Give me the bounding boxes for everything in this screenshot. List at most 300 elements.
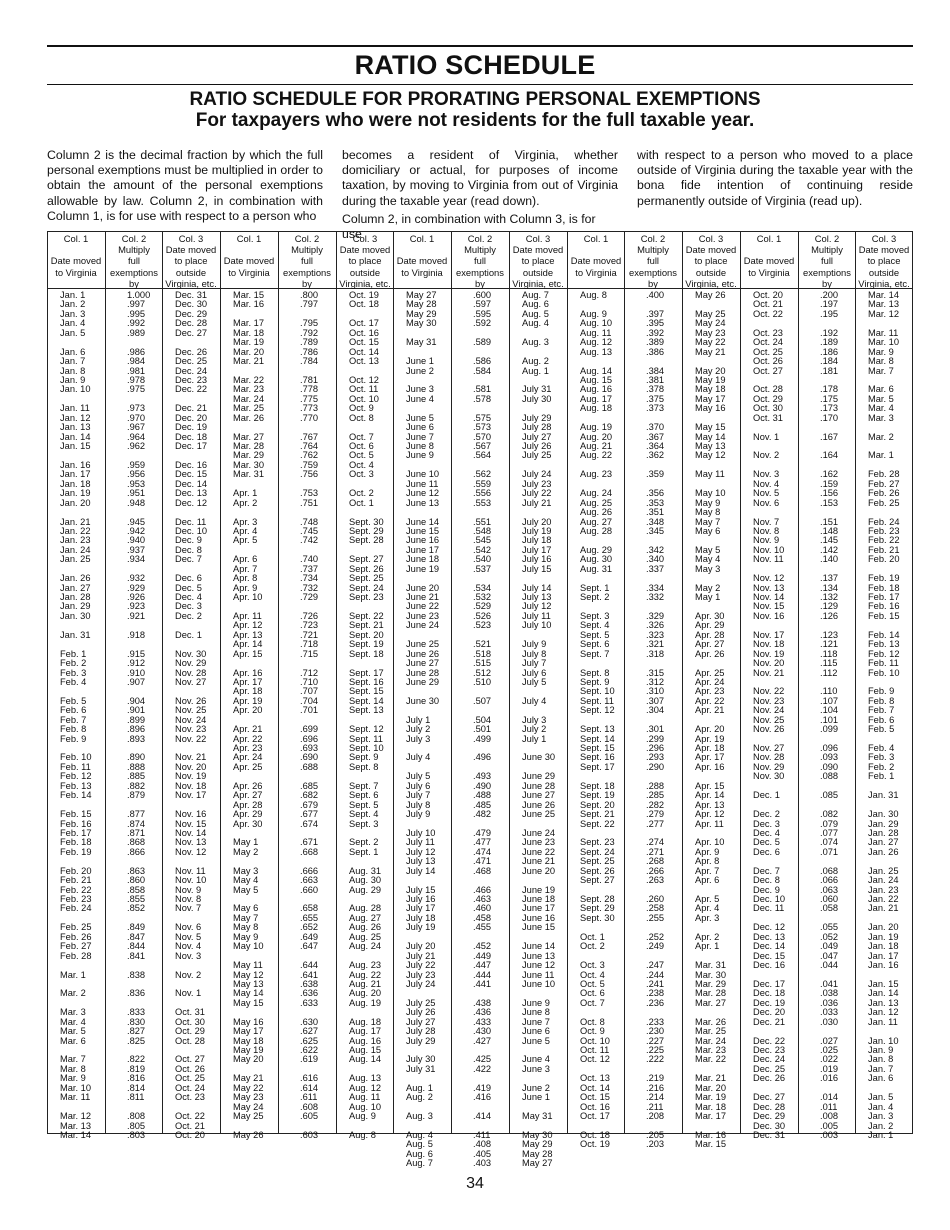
table-cell: Jan. 9	[60, 374, 86, 385]
table-cell: Nov. 9	[175, 884, 202, 895]
header-col2	[798, 233, 856, 288]
table-cell: June 22	[406, 601, 440, 612]
table-cell: .934	[127, 554, 146, 565]
table-cell: .551	[473, 516, 492, 527]
table-cell: .942	[127, 525, 146, 536]
table-cell: Mar. 5	[868, 393, 894, 404]
table-cell: .362	[646, 450, 665, 461]
table-cell: .827	[127, 1026, 146, 1037]
table-cell: May 15	[695, 422, 726, 433]
table-cell: Sept. 27	[580, 875, 615, 886]
table-cell: June 19	[406, 563, 440, 574]
table-cell: .962	[127, 441, 146, 451]
table-cell: Sept. 15	[580, 743, 615, 753]
table-cell: Dec. 23	[753, 1045, 786, 1055]
table-cell: Dec. 28	[175, 318, 208, 329]
table-cell: Dec. 29	[175, 308, 208, 319]
table-cell: Nov. 1	[175, 988, 202, 999]
table-cell: July 10	[522, 620, 552, 631]
table-cell: Nov. 19	[175, 771, 207, 782]
table-cell: June 20	[522, 865, 556, 876]
table-cell: .063	[820, 884, 839, 895]
table-cell: .258	[646, 903, 665, 914]
table-cell: .879	[127, 790, 146, 801]
table-cell: May 12	[695, 450, 726, 461]
table-cell: June 12	[522, 960, 556, 971]
table-cell: .532	[473, 592, 492, 602]
table-cell: .710	[300, 676, 319, 687]
table-cell: Mar. 16	[695, 1129, 727, 1140]
table-cell: Jan. 29	[60, 601, 91, 612]
table-cell: May 2	[233, 846, 259, 857]
header-line: Col. 2	[121, 233, 147, 244]
header-line: by	[475, 277, 485, 289]
table-cell: Feb. 3	[868, 752, 895, 763]
table-cell: Dec. 22	[175, 384, 208, 395]
table-cell: Feb. 22	[868, 535, 900, 546]
table-cell: Dec. 8	[175, 544, 202, 555]
table-cell: Apr. 30	[695, 610, 725, 621]
table-cell: Jan. 18	[868, 941, 899, 952]
table-cell: Sept. 13	[580, 724, 615, 735]
column-4-col2	[646, 291, 664, 1150]
table-cell: Nov. 27	[753, 743, 785, 753]
table-cell: Aug. 6	[406, 1148, 433, 1159]
table-cell: .951	[127, 488, 146, 499]
header-line: Multiply	[291, 244, 323, 256]
table-cell: .090	[820, 761, 839, 772]
table-cell: Mar. 17	[695, 1111, 727, 1122]
table-cell: .816	[127, 1073, 146, 1084]
table-cell: .975	[127, 384, 146, 395]
table-cell: May 5	[233, 884, 259, 895]
table-cell: Nov. 26	[175, 695, 207, 706]
table-cell: July 17	[406, 903, 436, 914]
header-line: exemptions	[456, 266, 504, 278]
table-cell: Oct. 9	[580, 1026, 605, 1037]
table-cell: Sept. 10	[349, 743, 384, 753]
table-cell: .726	[300, 610, 319, 621]
table-cell: May 8	[695, 507, 721, 518]
table-cell: .115	[820, 658, 838, 669]
table-cell: Apr. 2	[233, 497, 258, 508]
table-cell: Nov. 18	[175, 780, 207, 791]
table-cell: May 22	[695, 337, 726, 348]
table-cell: .833	[127, 1007, 146, 1018]
table-cell: Oct. 25	[175, 1073, 205, 1084]
table-cell: Mar. 8	[868, 356, 894, 367]
table-cell: .614	[300, 1082, 319, 1093]
table-cell: June 28	[522, 780, 556, 791]
table-cell: Apr. 14	[695, 790, 725, 801]
table-cell: Feb. 4	[60, 676, 87, 687]
table-cell: May 29	[522, 1139, 553, 1150]
table-cell: Jan. 28	[60, 592, 91, 602]
table-cell: .386	[646, 346, 665, 357]
table-cell: .526	[473, 610, 492, 621]
table-cell: May 9	[695, 497, 721, 508]
table-cell: Mar. 19	[233, 337, 265, 348]
header-col2	[624, 233, 682, 288]
table-cell: 1.000	[127, 290, 151, 300]
header-line: full	[301, 255, 313, 267]
table-cell: Jan. 23	[868, 884, 899, 895]
table-cell: .822	[127, 1054, 146, 1065]
table-cell: .463	[473, 894, 492, 904]
table-cell: .419	[473, 1082, 492, 1093]
table-cell: Mar. 24	[695, 1035, 727, 1046]
table-cell: June 23	[406, 610, 440, 621]
table-cell: .479	[473, 827, 492, 838]
table-cell: Oct. 1	[349, 497, 374, 508]
table-cell: .066	[820, 875, 839, 886]
table-cell: May 24	[233, 1101, 264, 1112]
table-cell: .274	[646, 837, 665, 848]
table-cell: .214	[646, 1092, 665, 1103]
table-cell: .153	[820, 497, 839, 508]
table-cell: Sept. 16	[349, 676, 384, 687]
table-cell: July 29	[522, 412, 552, 423]
table-cell: .740	[300, 554, 319, 565]
table-cell: Jan. 21	[868, 903, 899, 914]
table-cell: Mar. 25	[233, 403, 265, 414]
table-cell: .932	[127, 573, 146, 584]
table-cell: .688	[300, 761, 319, 772]
table-cell: Dec. 5	[175, 582, 202, 593]
table-cell: Nov. 12	[175, 846, 207, 857]
table-cell: .101	[820, 714, 839, 725]
table-cell: Nov. 17	[175, 790, 207, 801]
table-cell: June 11	[522, 969, 555, 980]
table-cell: Feb. 13	[60, 780, 92, 791]
table-cell: Oct. 2	[349, 488, 374, 499]
table-cell: Feb. 2	[60, 658, 87, 669]
table-cell: Sept. 26	[349, 563, 384, 574]
table-cell: Dec. 13	[175, 488, 208, 499]
header-line: full	[821, 255, 833, 267]
table-cell: Apr. 18	[695, 743, 725, 753]
table-cell: Dec. 15	[175, 469, 208, 480]
table-cell: Feb. 18	[60, 837, 92, 848]
column-divider	[855, 232, 856, 1133]
table-cell: June 26	[522, 799, 556, 810]
table-cell: Jan. 8	[868, 1054, 894, 1065]
table-cell: .778	[300, 384, 319, 395]
header-line: Virginia, etc.	[858, 277, 910, 289]
ratio-table	[47, 231, 913, 1169]
table-cell: Apr. 16	[695, 761, 725, 772]
table-cell: Oct. 18	[580, 1129, 610, 1140]
table-cell: .381	[646, 374, 665, 385]
table-cell: .208	[646, 1111, 665, 1122]
table-cell: Feb. 23	[60, 894, 92, 904]
table-cell: July 15	[406, 884, 436, 895]
table-cell: .482	[473, 809, 492, 820]
table-cell: Nov. 21	[753, 667, 785, 678]
table-cell: Mar. 11	[868, 327, 899, 338]
table-cell: .255	[646, 912, 665, 923]
table-cell: May 30	[406, 318, 437, 329]
table-cell: Mar. 31	[233, 469, 265, 480]
table-cell: Apr. 5	[695, 894, 720, 904]
table-cell: .521	[473, 639, 492, 650]
table-cell: .573	[473, 422, 492, 433]
table-cell: Mar. 15	[233, 290, 265, 300]
header-line: full	[474, 255, 486, 267]
table-cell: .189	[820, 337, 839, 348]
table-cell: .584	[473, 365, 492, 376]
table-cell: .008	[820, 1111, 839, 1122]
table-cell: July 27	[522, 431, 552, 442]
table-cell: July 11	[406, 837, 435, 848]
table-cell: .841	[127, 950, 146, 961]
table-cell: .099	[820, 724, 839, 735]
table-cell: Oct. 30	[175, 1016, 205, 1027]
table-cell: July 19	[522, 525, 552, 536]
table-cell: Dec. 25	[175, 356, 208, 367]
table-cell: July 21	[406, 950, 436, 961]
table-cell: Oct. 4	[580, 969, 605, 980]
header-line: outside	[868, 266, 900, 278]
table-cell: Feb. 27	[60, 941, 92, 952]
table-cell: Feb. 5	[868, 724, 895, 735]
table-cell: Jan. 12	[868, 1007, 899, 1018]
table-cell: .186	[820, 346, 839, 357]
table-cell: Mar. 28	[233, 441, 265, 451]
table-cell: Nov. 1	[753, 431, 780, 442]
table-cell: .299	[646, 733, 665, 744]
table-cell: Feb. 14	[868, 629, 900, 640]
table-cell: July 20	[406, 941, 436, 952]
table-cell: June 27	[522, 790, 556, 801]
table-cell: .027	[820, 1035, 839, 1046]
table-cell: Dec. 30	[753, 1120, 786, 1131]
table-cell: .145	[820, 535, 839, 546]
table-cell: Jan. 5	[868, 1092, 894, 1103]
table-cell: Dec. 14	[753, 941, 786, 952]
table-cell: July 3	[406, 733, 431, 744]
table-cell: June 6	[522, 1026, 550, 1037]
table-cell: Feb. 27	[868, 478, 900, 489]
table-cell: Oct. 22	[175, 1111, 205, 1122]
table-cell: .096	[820, 743, 839, 753]
table-cell: .915	[127, 648, 146, 659]
table-cell: May 18	[233, 1035, 264, 1046]
table-cell: Aug. 5	[522, 308, 549, 319]
table-cell: Nov. 15	[175, 818, 207, 829]
table-cell: .973	[127, 403, 146, 414]
table-cell: Feb. 3	[60, 667, 87, 678]
table-cell: Mar. 13	[868, 299, 900, 310]
table-cell: June 13	[522, 950, 556, 961]
table-cell: Jan. 29	[868, 818, 899, 829]
table-cell: May 14	[233, 988, 264, 999]
table-cell: .847	[127, 931, 146, 942]
table-cell: .704	[300, 695, 319, 706]
table-cell: .222	[646, 1054, 665, 1065]
table-cell: June 29	[406, 676, 440, 687]
table-cell: Feb. 26	[60, 931, 92, 942]
table-cell: Oct. 27	[753, 365, 783, 376]
table-cell: June 2	[406, 365, 434, 376]
table-cell: Jan. 14	[868, 988, 899, 999]
table-cell: Apr. 29	[695, 620, 725, 631]
table-cell: .890	[127, 752, 146, 763]
table-cell: Dec. 16	[753, 960, 786, 971]
table-cell: .630	[300, 1016, 319, 1027]
table-cell: Mar. 24	[233, 393, 265, 404]
table-cell: Mar. 26	[233, 412, 265, 423]
header-line: to Virginia	[575, 266, 617, 278]
table-cell: Oct. 25	[753, 346, 783, 357]
table-cell: .647	[300, 941, 319, 952]
table-cell: .121	[820, 639, 839, 650]
table-cell: Nov. 20	[753, 658, 785, 669]
table-cell: Dec. 27	[753, 1092, 786, 1103]
table-cell: .781	[300, 374, 319, 385]
table-cell: Apr. 25	[695, 667, 725, 678]
column-2-col1	[233, 291, 264, 1140]
table-cell: Jan. 22	[60, 525, 91, 536]
table-cell: .795	[300, 318, 319, 329]
table-cell: July 26	[406, 1007, 436, 1018]
page-title: RATIO SCHEDULE	[354, 50, 596, 80]
table-cell: .910	[127, 667, 146, 678]
table-cell: .773	[300, 403, 319, 414]
table-cell: Apr. 3	[233, 516, 258, 527]
table-cell: .030	[820, 1016, 839, 1027]
table-cell: Feb. 20	[868, 554, 900, 565]
table-cell: Nov. 26	[753, 724, 785, 735]
table-cell: .619	[300, 1054, 319, 1065]
table-cell: .044	[820, 960, 839, 971]
table-cell: Nov. 12	[753, 573, 785, 584]
table-cell: .699	[300, 724, 319, 735]
header-line: exemptions	[283, 266, 331, 278]
table-cell: Aug. 4	[406, 1129, 433, 1140]
table-cell: Aug. 18	[580, 403, 613, 414]
table-cell: Dec. 30	[175, 299, 208, 310]
table-cell: .677	[300, 809, 319, 820]
column-divider	[336, 232, 337, 1133]
table-cell: .548	[473, 525, 492, 536]
table-cell: Nov. 29	[753, 761, 785, 772]
table-cell: Nov. 15	[753, 601, 785, 612]
table-cell: .542	[473, 544, 492, 555]
table-cell: June 20	[406, 582, 440, 593]
table-cell: Mar. 17	[233, 318, 265, 329]
table-cell: June 19	[522, 884, 556, 895]
table-cell: .663	[300, 875, 319, 886]
table-cell: Oct. 18	[349, 299, 379, 310]
table-cell: Jan. 17	[60, 469, 91, 480]
table-cell: June 8	[522, 1007, 550, 1018]
table-cell: May 1	[695, 592, 721, 602]
table-cell: Mar. 7	[60, 1054, 86, 1065]
table-cell: Sept. 9	[349, 752, 379, 763]
table-cell: .200	[820, 290, 839, 300]
table-cell: Nov. 10	[753, 544, 785, 555]
table-cell: Oct. 4	[349, 459, 374, 470]
table-cell: Oct. 26	[753, 356, 783, 367]
table-cell: .474	[473, 846, 492, 857]
table-cell: .241	[646, 978, 665, 989]
table-cell: Feb. 12	[60, 771, 92, 782]
table-cell: .597	[473, 299, 492, 310]
table-cell: .471	[473, 856, 492, 867]
table-cell: Aug. 17	[580, 393, 613, 404]
table-cell: .203	[646, 1139, 665, 1150]
table-cell: .345	[646, 525, 665, 536]
table-cell: Dec. 6	[175, 573, 202, 584]
table-cell: Dec. 31	[175, 290, 208, 300]
table-cell: .775	[300, 393, 319, 404]
table-cell: Apr. 4	[233, 525, 258, 536]
table-cell: May 11	[233, 960, 263, 971]
table-cell: July 31	[522, 384, 552, 395]
table-cell: .912	[127, 658, 146, 669]
header-line: to place	[694, 255, 728, 267]
table-cell: .899	[127, 714, 146, 725]
header-line: Virginia, etc.	[339, 277, 391, 289]
table-cell: .466	[473, 884, 492, 895]
table-cell: Aug. 23	[580, 469, 613, 480]
table-cell: Feb. 21	[868, 544, 900, 555]
table-cell: .060	[820, 894, 839, 904]
table-cell: May 9	[233, 931, 259, 942]
table-cell: June 15	[522, 922, 556, 933]
table-cell: .332	[646, 592, 665, 602]
table-cell: Dec. 14	[175, 478, 208, 489]
header-line: Date moved	[685, 244, 737, 256]
table-cell: .348	[646, 516, 665, 527]
table-cell: Feb. 28	[868, 469, 900, 480]
header-line: Date moved	[512, 244, 564, 256]
table-cell: Apr. 24	[695, 676, 725, 687]
table-cell: Mar. 27	[695, 997, 727, 1008]
table-cell: Aug. 12	[349, 1082, 382, 1093]
table-cell: Nov. 11	[175, 865, 206, 876]
table-cell: Sept. 11	[349, 733, 383, 744]
table-cell: Apr. 5	[233, 535, 258, 546]
header-line: Date moved	[858, 244, 910, 256]
table-cell: Aug. 8	[349, 1129, 376, 1140]
table-cell: July 5	[522, 676, 547, 687]
header-line: Multiply	[464, 244, 496, 256]
table-cell: June 22	[522, 846, 556, 857]
table-cell: .126	[820, 610, 839, 621]
table-cell: .512	[473, 667, 492, 678]
table-cell: Oct. 10	[349, 393, 379, 404]
table-cell: Jan. 26	[60, 573, 91, 584]
table-cell: Sept. 17	[580, 761, 615, 772]
header-col1	[220, 233, 278, 288]
table-cell: .896	[127, 724, 146, 735]
table-cell: .468	[473, 865, 492, 876]
table-cell: Mar. 22	[695, 1054, 727, 1065]
header-line: Date moved	[50, 255, 102, 267]
header-line: by	[129, 277, 139, 289]
table-cell: May 4	[695, 554, 721, 565]
table-cell: .364	[646, 441, 665, 451]
table-cell: Feb. 19	[868, 573, 900, 584]
table-cell: Aug. 19	[349, 997, 382, 1008]
table-cell: June 7	[406, 431, 434, 442]
table-cell: .581	[473, 384, 492, 395]
table-cell: .537	[473, 563, 492, 574]
table-cell: .427	[473, 1035, 492, 1046]
table-cell: Oct. 16	[580, 1101, 610, 1112]
